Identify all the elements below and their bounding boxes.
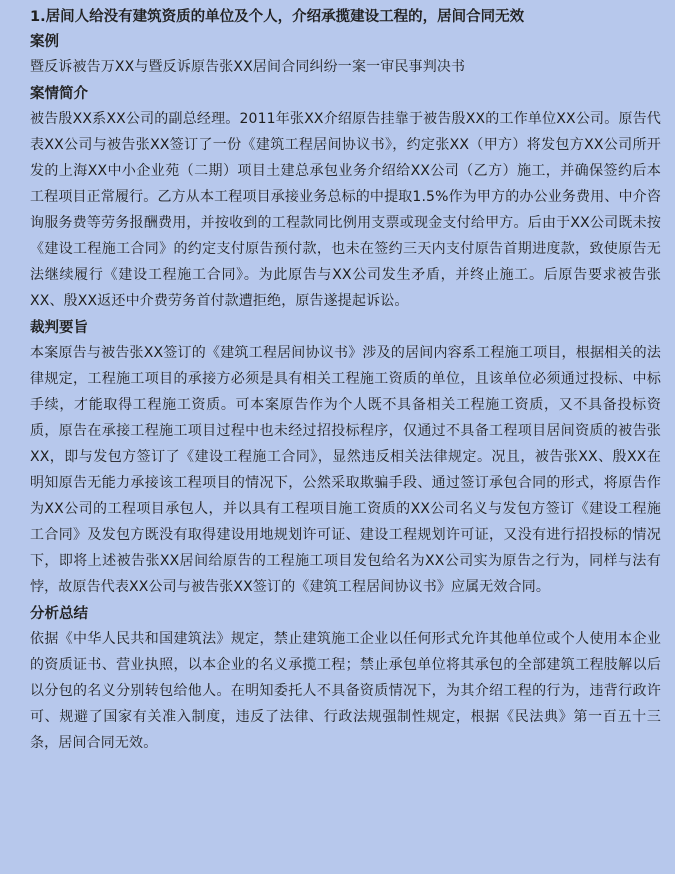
summary-text: 被告殷XX系XX公司的副总经理。2011年张XX介绍原告挂靠于被告殷XX的工作单位XX公司。原告代表XX公司与被告张XX签订了一份《建筑工程居间协议书》，约定张XX（甲方）将发包方XX公司所开发的上海XX中小企业苑（二期）项目土建总承包业务介绍给XX公司（乙方）施工，并确保签约后本工程项目正常履行。乙方从本工程项目承接业务总标的中提取1.5%作为甲方的办公业务费用、中介咨询服务费等劳务报酬费用，并按收到的工程款同比例用支票或现金支付给甲方。后由于XX公司既未按《建设工程施工合同》的约定支付原告预付款，也未在签约三天内支付原告首期进度款，致使原告无法继续履行《建设工程施工合同》。为此原告与XX公司发生矛盾，并终止施工。后原告要求被告张XX、殷XX返还中介费劳务首付款遭拒绝，原告遂提起诉讼。 — [30, 111, 661, 309]
summary-heading: 案情简介 — [30, 86, 88, 102]
analysis-heading: 分析总结 — [30, 606, 88, 622]
ruling-text: 本案原告与被告张XX签订的《建筑工程居间协议书》涉及的居间内容系工程施工项目，根据相关的法律规定，工程施工项目的承接方必须是具有相关工程施工资质的单位，且该单位必须通过投标、中标手续，才能取得工程施工资质。可本案原告作为个人既不具备相关工程施工资质，又不具备投标资质，原告在承接工程施工项目过程中也未经过招投标程序，仅通过不具备工程项目居间资质的被告张XX，即与发包方签订了《建设工程施工合同》，显然违反相关法律规定。况且，被告张XX、殷XX在明知原告无能力承接该工程项目的情况下，公然采取欺骗手段、通过签订承包合同的形式，将原告作为XX公司的工程项目承包人，并以具有工程项目施工资质的XX公司名义与发包方签订《建设工程施工合同》及发包方既没有取得建设用地规划许可证、建设工程规划许可证，又没有进行招投标的情况下，即将上述被告张XX居间给原告的工程施工项目发包给名为XX公司实为原告之行为，同样与法有悖，故原告代表XX公司与被告张XX签订的《建筑工程居间协议书》应属无效合同。 — [30, 345, 661, 595]
article-title: 1.居间人给没有建筑资质的单位及个人，介绍承揽建设工程的，居间合同无效 — [30, 9, 525, 25]
case-heading: 案例 — [30, 34, 59, 50]
analysis-text: 依据《中华人民共和国建筑法》规定，禁止建筑施工企业以任何形式允许其他单位或个人使用本企业的资质证书、营业执照，以本企业的名义承揽工程；禁止承包单位将其承包的全部建筑工程肢解以后以分包的名义分别转包给他人。在明知委托人不具备资质情况下，为其介绍工程的行为，违背行政许可、规避了国家有关准入制度，违反了法律、行政法规强制性规定，根据《民法典》第一百五十三条，居间合同无效。 — [30, 631, 661, 751]
case-name: 暨反诉被告万XX与暨反诉原告张XX居间合同纠纷一案一审民事判决书 — [30, 59, 466, 75]
ruling-heading: 裁判要旨 — [30, 320, 88, 336]
